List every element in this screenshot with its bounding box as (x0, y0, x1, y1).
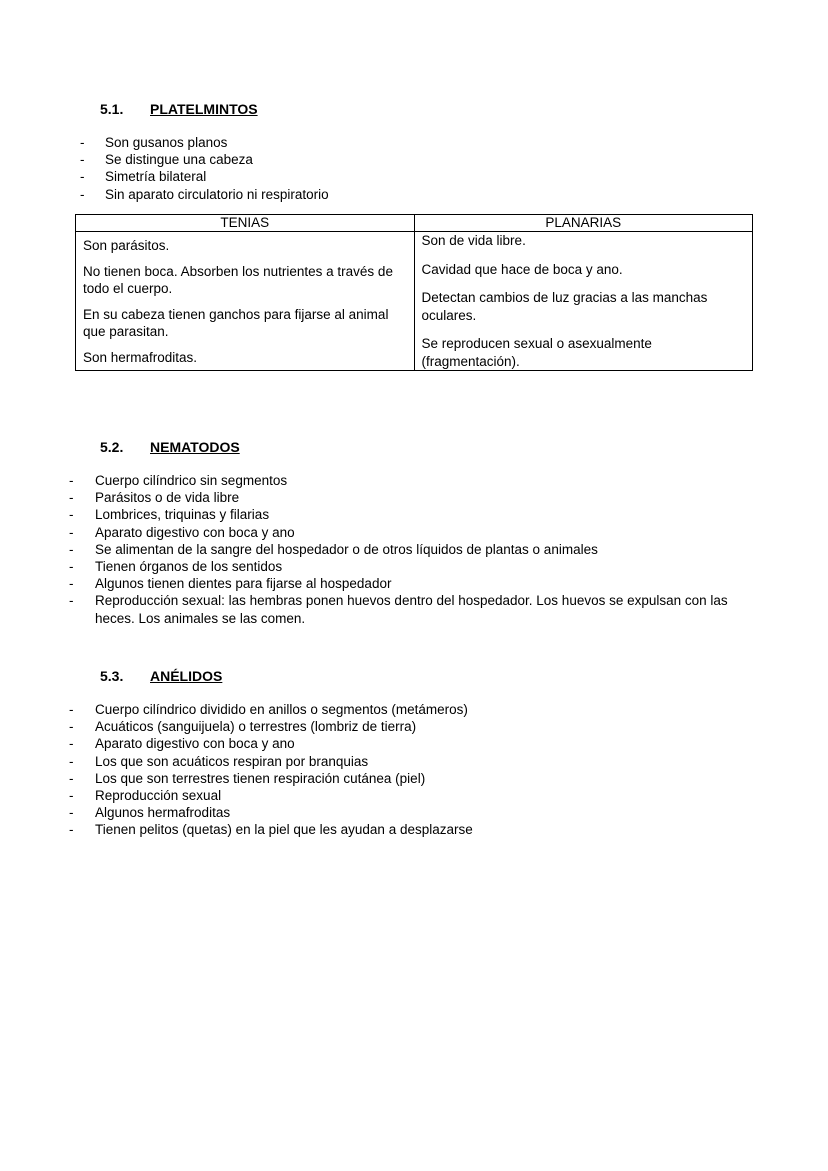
bullet-dash: - (69, 473, 74, 488)
section-heading-platelmintos (100, 100, 258, 118)
list-item-text: Reproducción sexual: las hembras ponen huevos dentro del hospedador. Los huevos se expulsan con las heces. Los animales se las comen. (95, 593, 728, 626)
bullet-dash: - (69, 736, 74, 752)
list-item (69, 489, 759, 506)
list-item (69, 753, 759, 770)
list-item-text: Cuerpo cilíndrico sin segmentos (95, 473, 288, 488)
list-item-text: Se alimentan de la sangre del hospedador o de otros líquidos de plantas o animales (95, 541, 598, 557)
list-item-text: Algunos hermafroditas (95, 805, 231, 821)
list-item-text: Tienen pelitos (quetas) en la piel que les ayudan a desplazarse (95, 822, 473, 838)
list-item-text: Se distingue una cabeza (105, 152, 253, 168)
table-cell-text: En su cabeza tienen ganchos para fijarse al animal que parasitan. (83, 306, 389, 339)
table-cell-text: Son de vida libre. (421, 233, 526, 248)
section-heading-nematodos (100, 438, 240, 456)
list-item (69, 592, 759, 626)
section-title: ANÉLIDOS (150, 668, 223, 684)
bullet-dash: - (69, 524, 74, 540)
table-cell-text: Cavidad que hace de boca y ano. (421, 261, 623, 277)
bullet-dash: - (69, 490, 74, 506)
bullet-dash: - (69, 788, 74, 804)
list-item (80, 151, 760, 168)
bullet-dash: - (80, 152, 85, 168)
list-item (69, 701, 759, 718)
list-item (69, 558, 759, 575)
bullet-dash: - (69, 719, 74, 735)
list-item-text: Sin aparato circulatorio ni respiratorio (105, 186, 329, 202)
list-item-text: Algunos tienen dientes para fijarse al hospedador (95, 576, 392, 592)
list-item-text: Parásitos o de vida libre (95, 490, 240, 506)
list-item-text: Cuerpo cilíndrico dividido en anillos o segmentos (metámeros) (95, 702, 468, 717)
platelmintos-bullet-list (80, 134, 760, 203)
bullet-dash: - (69, 507, 74, 523)
section-number: 5.1. (100, 101, 124, 117)
bullet-dash: - (69, 702, 74, 717)
list-item (69, 718, 759, 735)
section-number: 5.3. (100, 668, 124, 684)
tenias-cell (76, 232, 415, 371)
list-item-text: Aparato digestivo con boca y ano (95, 736, 295, 752)
list-item (69, 804, 759, 821)
list-item (80, 186, 760, 203)
list-item (69, 541, 759, 558)
section-number: 5.2. (100, 439, 124, 455)
bullet-dash: - (69, 770, 74, 786)
section-title: PLATELMINTOS (150, 101, 258, 117)
list-item (69, 735, 759, 752)
table-header-planarias: PLANARIAS (414, 215, 753, 232)
section-heading-anelidos (100, 667, 222, 685)
table-cell-text: Son hermafroditas. (83, 349, 198, 365)
list-item-text: Acuáticos (sanguijuela) o terrestres (lombriz de tierra) (95, 719, 417, 735)
bullet-dash: - (69, 576, 74, 592)
list-item (80, 134, 760, 151)
anelidos-bullet-list (69, 701, 759, 839)
bullet-dash: - (69, 593, 74, 609)
list-item-text: Son gusanos planos (105, 135, 228, 150)
planarias-cell (414, 232, 753, 371)
table-header-tenias: TENIAS (76, 215, 415, 232)
list-item-text: Simetría bilateral (105, 169, 207, 185)
list-item (69, 787, 759, 804)
list-item (69, 770, 759, 787)
table-cell-text: No tienen boca. Absorben los nutrientes a través de todo el cuerpo. (83, 263, 393, 296)
nematodos-bullet-list (69, 472, 759, 627)
list-item (69, 821, 759, 838)
list-item (69, 524, 759, 541)
list-item-text: Reproducción sexual (95, 788, 222, 804)
bullet-dash: - (69, 541, 74, 557)
section-title: NEMATODOS (150, 439, 240, 455)
list-item-text: Aparato digestivo con boca y ano (95, 524, 295, 540)
bullet-dash: - (69, 822, 74, 838)
list-item-text: Tienen órganos de los sentidos (95, 559, 283, 575)
list-item-text: Lombrices, triquinas y filarias (95, 507, 270, 523)
list-item (69, 506, 759, 523)
comparison-table (75, 214, 753, 371)
bullet-dash: - (69, 559, 74, 575)
table-cell-text: Son parásitos. (83, 238, 170, 253)
bullet-dash: - (80, 135, 85, 150)
list-item (69, 575, 759, 592)
list-item-text: Los que son acuáticos respiran por branquias (95, 753, 369, 769)
bullet-dash: - (80, 169, 85, 185)
table-cell-text: Detectan cambios de luz gracias a las manchas oculares. (421, 290, 708, 323)
list-item (80, 168, 760, 185)
bullet-dash: - (69, 753, 74, 769)
list-item (69, 472, 759, 489)
bullet-dash: - (80, 186, 85, 202)
table-cell-text: Se reproducen sexual o asexualmente (fragmentación). (421, 336, 652, 369)
list-item-text: Los que son terrestres tienen respiración cutánea (piel) (95, 770, 426, 786)
bullet-dash: - (69, 805, 74, 821)
